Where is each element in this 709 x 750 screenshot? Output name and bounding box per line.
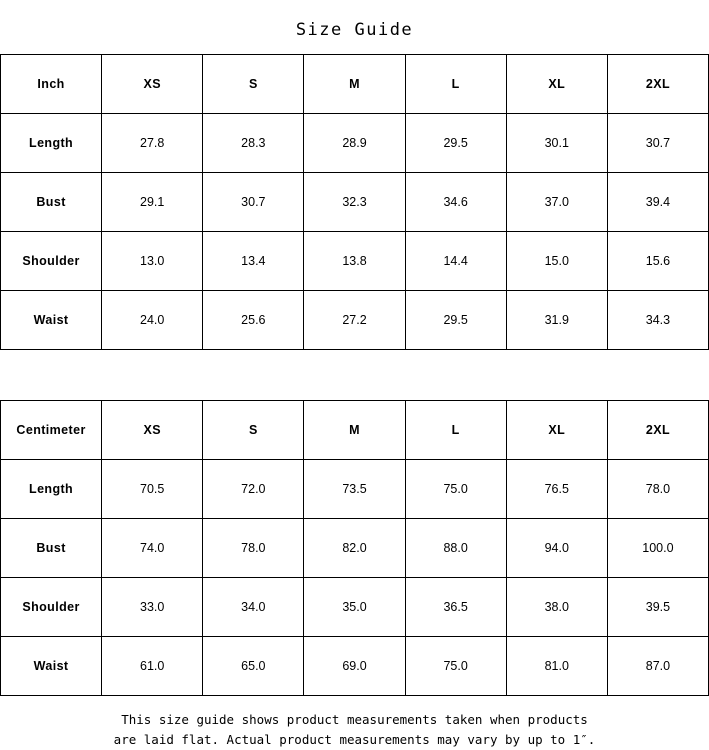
column-header-l: L [405,55,506,114]
cell-inch-length-s: 28.3 [203,114,304,173]
row-label-shoulder: Shoulder [1,578,102,637]
cell-inch-waist-m: 27.2 [304,291,405,350]
cell-cm-length-xl: 76.5 [506,460,607,519]
size-guide-footnote [0,696,709,750]
centimeter-size-table [0,400,709,696]
cell-cm-length-2xl: 78.0 [607,460,708,519]
cell-cm-bust-xs: 74.0 [102,519,203,578]
column-header-xl: XL [506,55,607,114]
cell-cm-waist-l: 75.0 [405,637,506,696]
cell-inch-bust-xs: 29.1 [102,173,203,232]
column-header-xs: XS [102,401,203,460]
cell-inch-bust-xl: 37.0 [506,173,607,232]
table-header-row [1,55,709,114]
cell-inch-shoulder-xs: 13.0 [102,232,203,291]
column-header-2xl: 2XL [607,401,708,460]
row-label-waist: Waist [1,637,102,696]
table-row [1,578,709,637]
row-label-bust: Bust [1,173,102,232]
cell-inch-shoulder-s: 13.4 [203,232,304,291]
cell-cm-bust-m: 82.0 [304,519,405,578]
cell-cm-length-m: 73.5 [304,460,405,519]
cell-inch-shoulder-2xl: 15.6 [607,232,708,291]
cell-inch-bust-m: 32.3 [304,173,405,232]
table-row [1,114,709,173]
column-header-xs: XS [102,55,203,114]
column-header-xl: XL [506,401,607,460]
cell-inch-waist-s: 25.6 [203,291,304,350]
cell-inch-shoulder-m: 13.8 [304,232,405,291]
cell-inch-bust-2xl: 39.4 [607,173,708,232]
cell-cm-shoulder-s: 34.0 [203,578,304,637]
cell-cm-waist-2xl: 87.0 [607,637,708,696]
table-row [1,637,709,696]
table-row [1,173,709,232]
cell-inch-waist-xs: 24.0 [102,291,203,350]
cell-inch-length-2xl: 30.7 [607,114,708,173]
column-header-l: L [405,401,506,460]
column-header-m: M [304,55,405,114]
cell-inch-bust-s: 30.7 [203,173,304,232]
inch-size-table [0,54,709,350]
cell-cm-shoulder-l: 36.5 [405,578,506,637]
cell-cm-shoulder-m: 35.0 [304,578,405,637]
cell-cm-length-xs: 70.5 [102,460,203,519]
row-label-shoulder: Shoulder [1,232,102,291]
unit-label-centimeter: Centimeter [1,401,102,460]
table-header-row [1,401,709,460]
cell-inch-shoulder-l: 14.4 [405,232,506,291]
cell-cm-waist-s: 65.0 [203,637,304,696]
footnote-line-2: are laid flat. Actual product measurements may vary by up to 1″. [113,732,596,747]
table-row [1,232,709,291]
column-header-s: S [203,401,304,460]
table-row [1,519,709,578]
table-separator [0,350,709,400]
cell-cm-shoulder-2xl: 39.5 [607,578,708,637]
cell-inch-waist-2xl: 34.3 [607,291,708,350]
cell-cm-bust-l: 88.0 [405,519,506,578]
cell-cm-bust-2xl: 100.0 [607,519,708,578]
cell-inch-bust-l: 34.6 [405,173,506,232]
cell-inch-length-xl: 30.1 [506,114,607,173]
column-header-s: S [203,55,304,114]
cell-inch-shoulder-xl: 15.0 [506,232,607,291]
cell-cm-waist-xl: 81.0 [506,637,607,696]
cell-inch-waist-l: 29.5 [405,291,506,350]
table-row [1,291,709,350]
cell-cm-bust-xl: 94.0 [506,519,607,578]
cell-cm-shoulder-xl: 38.0 [506,578,607,637]
unit-label-inch: Inch [1,55,102,114]
row-label-waist: Waist [1,291,102,350]
cell-cm-waist-xs: 61.0 [102,637,203,696]
cell-cm-length-l: 75.0 [405,460,506,519]
row-label-length: Length [1,460,102,519]
row-label-length: Length [1,114,102,173]
cell-inch-waist-xl: 31.9 [506,291,607,350]
column-header-m: M [304,401,405,460]
table-row [1,460,709,519]
column-header-2xl: 2XL [607,55,708,114]
page-title: Size Guide [295,20,414,40]
cell-cm-bust-s: 78.0 [203,519,304,578]
cell-cm-shoulder-xs: 33.0 [102,578,203,637]
cell-inch-length-xs: 27.8 [102,114,203,173]
cell-cm-waist-m: 69.0 [304,637,405,696]
cell-inch-length-l: 29.5 [405,114,506,173]
row-label-bust: Bust [1,519,102,578]
footnote-line-1: This size guide shows product measurements taken when products [121,712,588,727]
cell-inch-length-m: 28.9 [304,114,405,173]
cell-cm-length-s: 72.0 [203,460,304,519]
